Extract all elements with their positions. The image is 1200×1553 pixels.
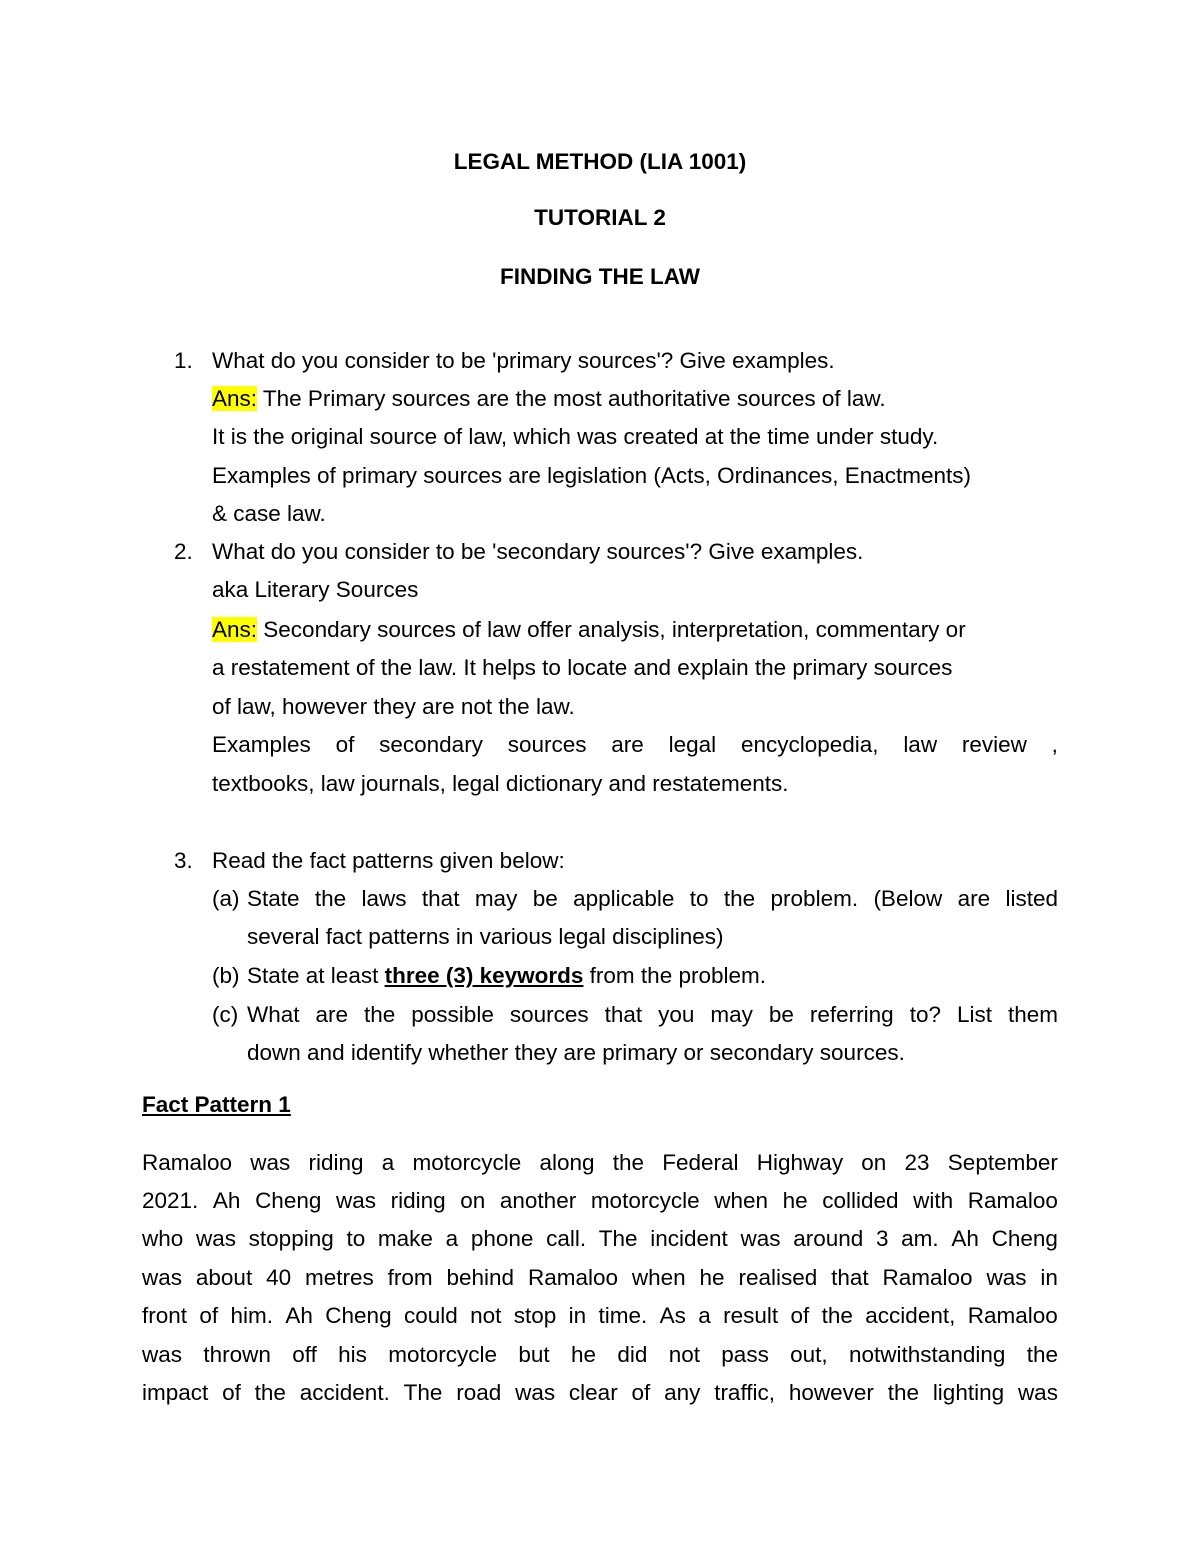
q3-a-line-2: several fact patterns in various legal disciplines) (247, 924, 724, 949)
q3-number: 3. (174, 848, 193, 873)
q1-ans-label: Ans: (212, 386, 258, 411)
word: him. (230, 1303, 274, 1328)
q1-answer-line-1 (212, 385, 886, 413)
word: Cheng (255, 1188, 322, 1213)
word: when (714, 1188, 768, 1213)
word: clear (568, 1380, 618, 1405)
q3-c-label: (c) (212, 1002, 239, 1027)
word: to (689, 886, 709, 911)
word: As (659, 1303, 686, 1328)
word: was (195, 1226, 236, 1251)
word: about (195, 1265, 253, 1290)
word: from (387, 1265, 433, 1290)
q3-b-emphasis: three (3) keywords (384, 963, 584, 988)
word: lighting (932, 1380, 1005, 1405)
word: his (338, 1342, 367, 1367)
word: call. (546, 1226, 587, 1251)
word: in (1040, 1265, 1058, 1290)
word: secondary (379, 732, 483, 757)
word: review (961, 732, 1027, 757)
word: was (335, 1188, 376, 1213)
word: State (247, 886, 300, 911)
word: List (956, 1002, 992, 1027)
word: another (499, 1188, 577, 1213)
word: when (631, 1265, 686, 1290)
word: motorcycle (412, 1150, 522, 1175)
word: listed (1005, 886, 1058, 911)
word: may (474, 886, 518, 911)
word: on (861, 1150, 887, 1175)
q3-c-line-1 (247, 1001, 1058, 1029)
q2-answer-line-5: textbooks, law journals, legal dictionary and restatements. (212, 771, 789, 796)
q3-a-line-1 (247, 885, 1058, 913)
word: are (611, 732, 644, 757)
word: the (254, 1380, 286, 1405)
word: 40 (266, 1265, 292, 1290)
word: Cheng (325, 1303, 392, 1328)
word: of (335, 732, 355, 757)
word: are (957, 886, 991, 911)
word: out, (790, 1342, 828, 1367)
word: incident (650, 1226, 728, 1251)
word: not (668, 1342, 700, 1367)
fact-pattern-line (142, 1341, 1058, 1369)
word: encyclopedia, (740, 732, 879, 757)
word: referring (809, 1002, 894, 1027)
word: accident, (865, 1303, 956, 1328)
q2-answer-line-2: a restatement of the law. It helps to locate and explain the primary sources (212, 655, 953, 680)
word: may (710, 1002, 753, 1027)
word: possible (411, 1002, 494, 1027)
word: a (445, 1226, 459, 1251)
q3-a-label: (a) (212, 886, 240, 911)
q1-number: 1. (174, 348, 193, 373)
q3-b-label: (b) (212, 963, 240, 988)
word: front (142, 1303, 188, 1328)
fact-pattern-line (142, 1379, 1058, 1407)
word: was (142, 1342, 183, 1367)
fact-pattern-line (142, 1264, 1058, 1292)
word: pass (721, 1342, 769, 1367)
word: Ah (285, 1303, 313, 1328)
word: collided (822, 1188, 899, 1213)
word: in (568, 1303, 587, 1328)
word: the (364, 1002, 396, 1027)
word: traffic, (714, 1380, 776, 1405)
word: The (403, 1380, 443, 1405)
q2-question: What do you consider to be 'secondary sources'? Give examples. (212, 539, 864, 564)
word: Ramaloo (967, 1303, 1058, 1328)
word: notwithstanding (849, 1342, 1006, 1367)
q2-answer-line-3: of law, however they are not the law. (212, 694, 575, 719)
word: behind (446, 1265, 515, 1290)
word: was (142, 1265, 183, 1290)
word: who (142, 1226, 184, 1251)
word: sources (507, 732, 587, 757)
word: Ah (212, 1188, 241, 1213)
word: phone (470, 1226, 534, 1251)
word: Ramaloo (142, 1150, 233, 1175)
word: with (913, 1188, 954, 1213)
word: them (1007, 1002, 1058, 1027)
word: What (247, 1002, 300, 1027)
word: to? (909, 1002, 941, 1027)
q3-b-pre: State at least (247, 963, 385, 988)
word: a (698, 1303, 711, 1328)
q2-number: 2. (174, 539, 193, 564)
word: the (314, 886, 347, 911)
word: September (947, 1150, 1058, 1175)
word: sources (509, 1002, 589, 1027)
q1-answer-line-2: It is the original source of law, which was created at the time under study. (212, 424, 939, 449)
word: however (788, 1380, 874, 1405)
word: he (782, 1188, 808, 1213)
word: Examples (212, 732, 311, 757)
word: of (222, 1380, 241, 1405)
word: The (598, 1226, 638, 1251)
q2-ans-label: Ans: (212, 617, 258, 642)
word: motorcycle (590, 1188, 700, 1213)
q3-b-post: from the problem. (583, 963, 766, 988)
word: off (292, 1342, 317, 1367)
word: impact (142, 1380, 209, 1405)
fact-pattern-heading: Fact Pattern 1 (142, 1092, 291, 1117)
word: Federal (662, 1150, 739, 1175)
word: 3 (875, 1226, 889, 1251)
q3-c-line-2: down and identify whether they are primary or secondary sources. (247, 1040, 905, 1065)
word: riding (308, 1150, 364, 1175)
word: the (887, 1380, 919, 1405)
word: make (377, 1226, 433, 1251)
word: was (250, 1150, 291, 1175)
word: am. (901, 1226, 939, 1251)
word: was (740, 1226, 781, 1251)
word: applicable (573, 886, 675, 911)
word: any (664, 1380, 701, 1405)
word: on (460, 1188, 486, 1213)
word: not (470, 1303, 502, 1328)
word: the (821, 1303, 853, 1328)
word: along (539, 1150, 595, 1175)
word: time. (598, 1303, 648, 1328)
word: road (456, 1380, 502, 1405)
tutorial-title: TUTORIAL 2 (534, 205, 666, 230)
word: that (604, 1002, 643, 1027)
fact-pattern-line (142, 1302, 1058, 1330)
word: but (518, 1342, 550, 1367)
word: stopping (248, 1226, 334, 1251)
word: 23 (904, 1150, 930, 1175)
word: you (658, 1002, 695, 1027)
word: around (793, 1226, 864, 1251)
word: (Below (873, 886, 943, 911)
word: was (1017, 1380, 1058, 1405)
word: be (532, 886, 558, 911)
q1-answer-line-4: & case law. (212, 501, 326, 526)
word: the (612, 1150, 645, 1175)
word: of (631, 1380, 651, 1405)
word: Cheng (991, 1226, 1058, 1251)
fact-pattern-line (142, 1225, 1058, 1253)
word: to (346, 1226, 366, 1251)
word: be (768, 1002, 794, 1027)
q1-ans-text-1: The Primary sources are the most authoritative sources of law. (257, 386, 886, 411)
word: Ramaloo (967, 1188, 1058, 1213)
word: , (1051, 732, 1058, 757)
q3-question: Read the fact patterns given below: (212, 848, 565, 873)
word: Ramaloo (882, 1265, 973, 1290)
q2-answer-line-1 (212, 616, 966, 644)
word: realised (738, 1265, 818, 1290)
word: of (790, 1303, 810, 1328)
word: that (421, 886, 460, 911)
word: thrown (203, 1342, 271, 1367)
word: riding (390, 1188, 446, 1213)
word: the (1026, 1342, 1058, 1367)
fact-pattern-line (142, 1149, 1058, 1177)
word: did (617, 1342, 648, 1367)
word: he (570, 1342, 596, 1367)
q2-answer-line-4 (212, 731, 1058, 759)
word: 2021. (142, 1188, 199, 1213)
word: problem. (770, 886, 859, 911)
word: the (723, 886, 756, 911)
word: of (199, 1303, 219, 1328)
q2-aka: aka Literary Sources (212, 577, 419, 602)
word: stop (513, 1303, 557, 1328)
word: was (515, 1380, 556, 1405)
word: motorcycle (388, 1342, 498, 1367)
word: result (723, 1303, 779, 1328)
q1-answer-line-3: Examples of primary sources are legislation (Acts, Ordinances, Enactments) (212, 463, 972, 488)
word: that (831, 1265, 869, 1290)
word: could (403, 1303, 458, 1328)
q3-b-line (247, 962, 766, 990)
word: he (699, 1265, 725, 1290)
word: metres (304, 1265, 374, 1290)
word: law (903, 732, 938, 757)
topic-title: FINDING THE LAW (500, 264, 700, 289)
word: are (315, 1002, 349, 1027)
q2-ans-text-1: Secondary sources of law offer analysis, interpretation, commentary or (257, 617, 966, 642)
word: accident. (299, 1380, 390, 1405)
word: Ah (951, 1226, 979, 1251)
word: legal (668, 732, 717, 757)
word: a (381, 1150, 395, 1175)
word: Highway (756, 1150, 844, 1175)
word: was (986, 1265, 1027, 1290)
q1-question: What do you consider to be 'primary sources'? Give examples. (212, 348, 835, 373)
fact-pattern-line (142, 1187, 1058, 1215)
word: Ramaloo (527, 1265, 618, 1290)
word: laws (361, 886, 407, 911)
course-title: LEGAL METHOD (LIA 1001) (453, 149, 747, 174)
